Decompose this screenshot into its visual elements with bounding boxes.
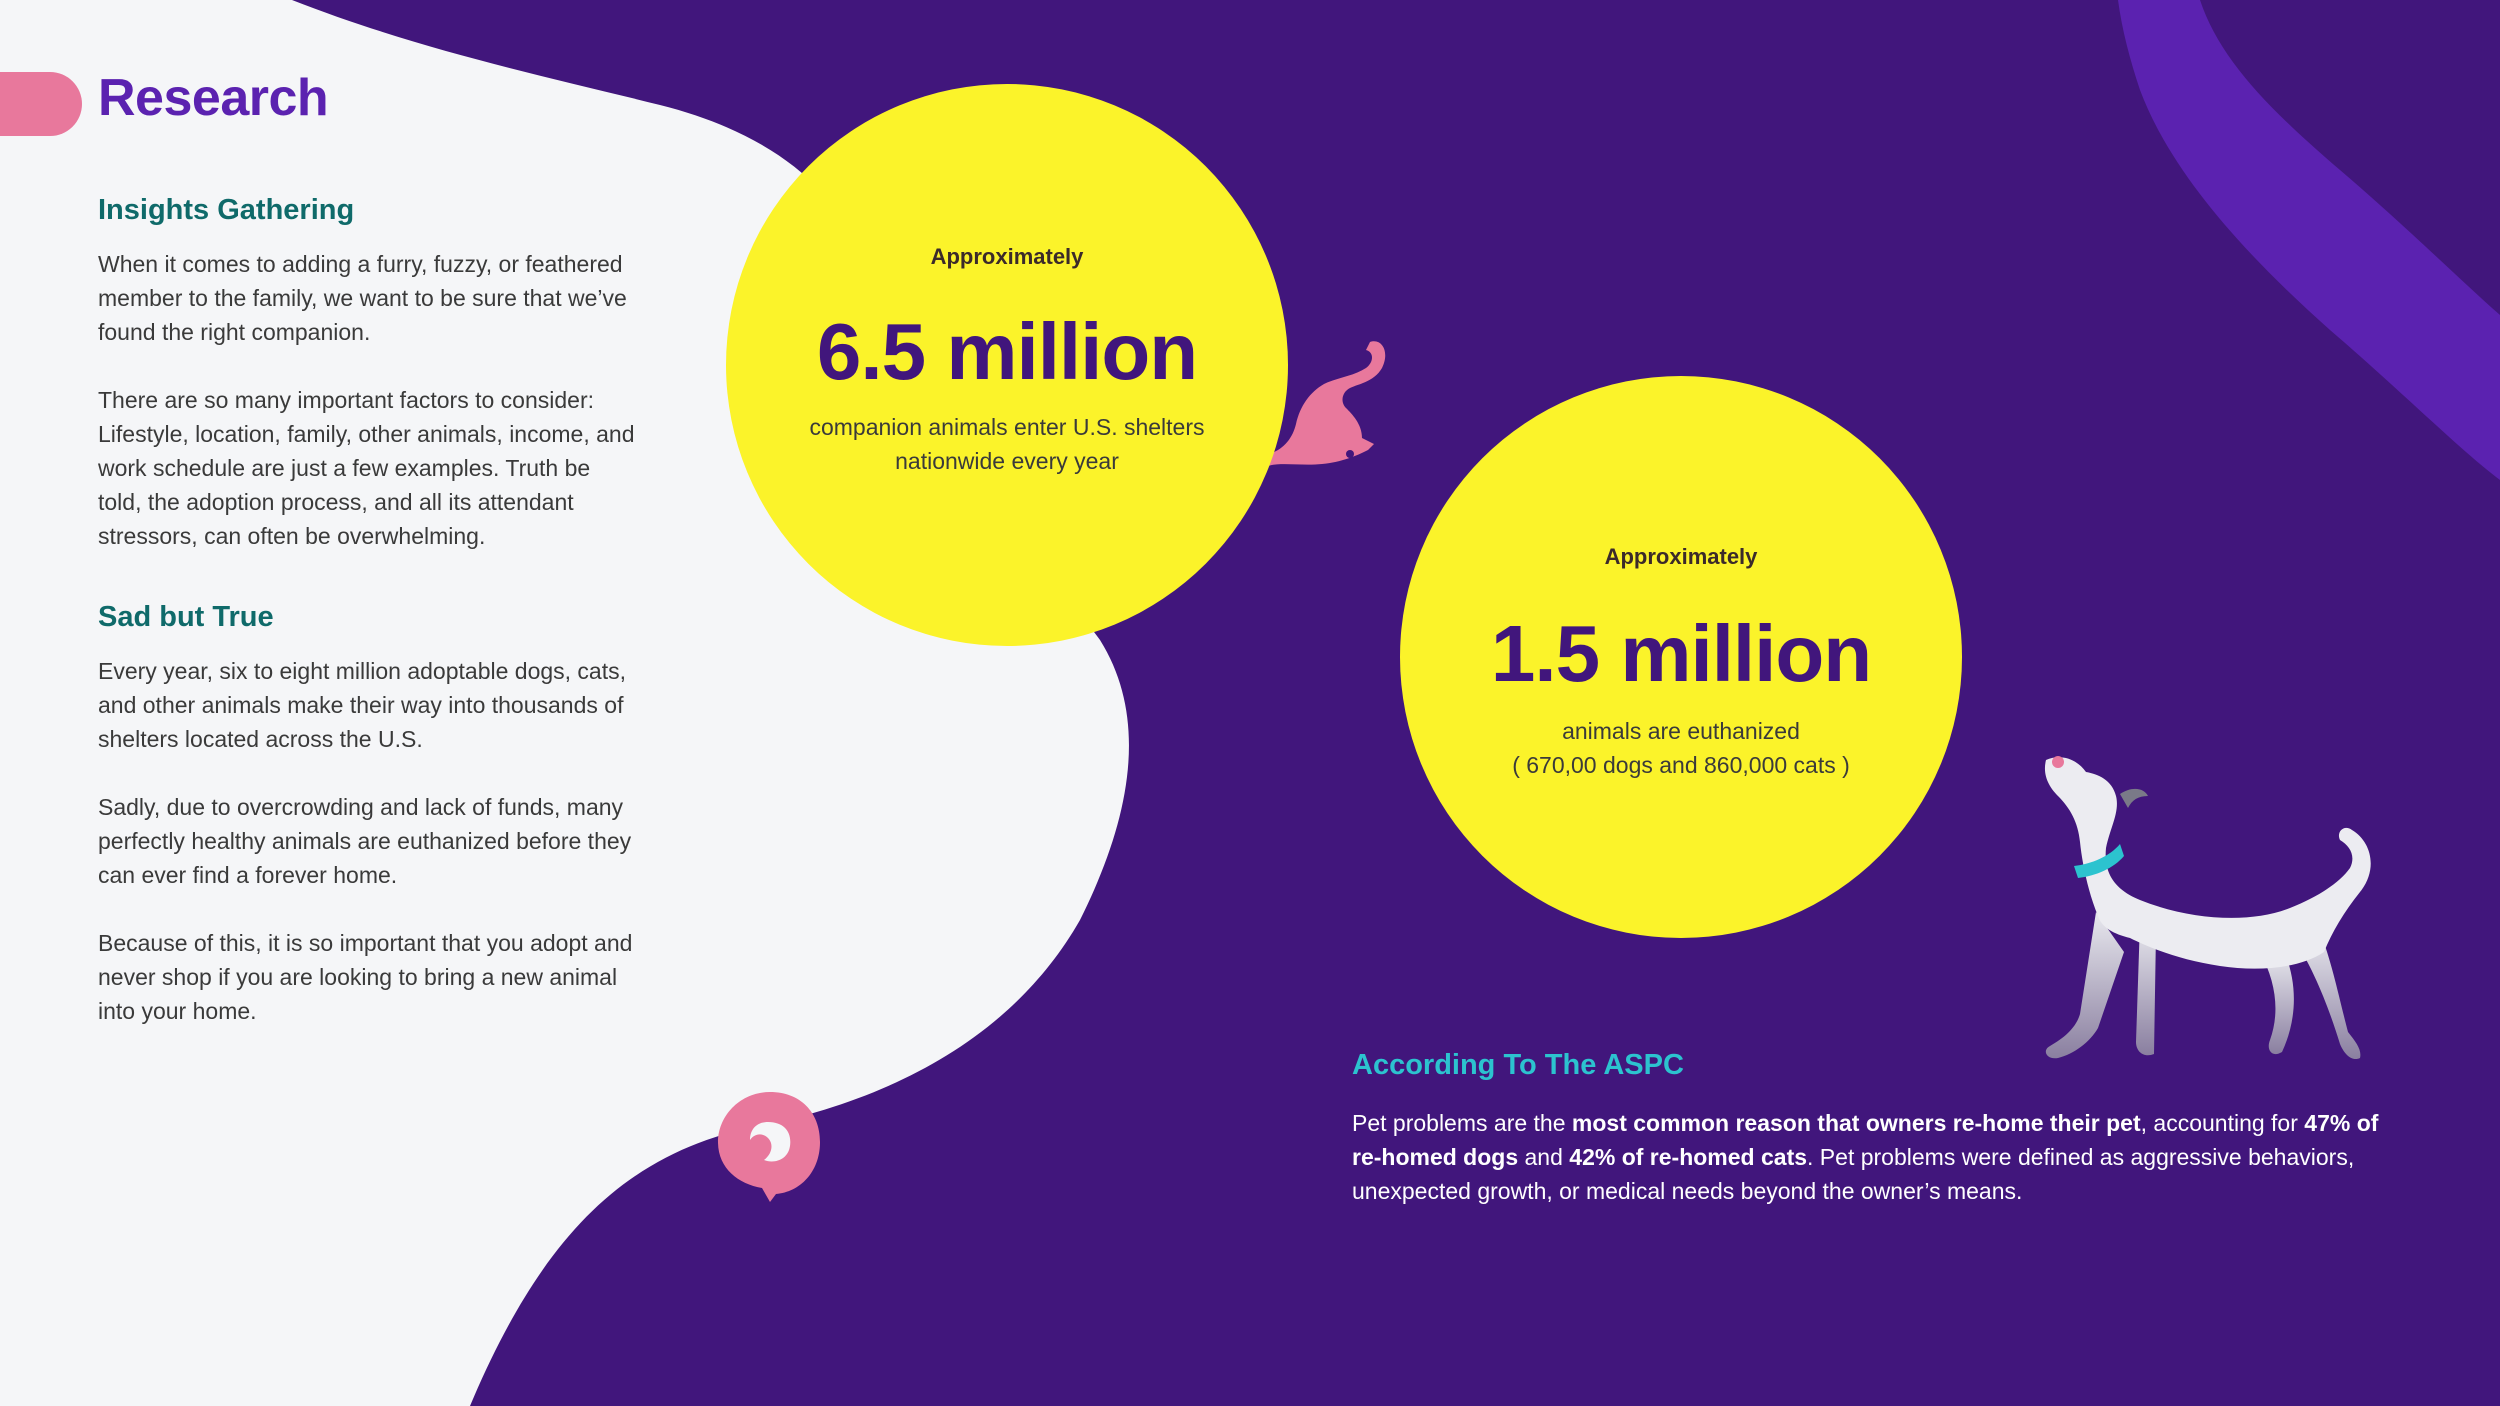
stat-circle xyxy=(726,84,1288,646)
stat-value: 6.5 million xyxy=(816,307,1198,396)
aspc-text: Pet problems are the xyxy=(1352,1110,1572,1136)
aspc-text: . Pet problems were defined as aggressive behaviors, unexpected growth, or medical needs beyond the owner’s means. xyxy=(1352,1144,2355,1204)
aspc-emphasis: 42% of re-homed cats xyxy=(1569,1144,1808,1170)
dog-illustration xyxy=(2040,752,2400,1072)
aspc-text: and xyxy=(1518,1144,1570,1170)
sad-paragraph: Sadly, due to overcrowding and lack of funds, many perfectly healthy animals are euthanized before they can ever find a forever home. xyxy=(98,794,632,888)
purple-stripe-decoration xyxy=(2118,0,2500,480)
insights-heading: Insights Gathering xyxy=(98,194,355,226)
sad-heading: Sad but True xyxy=(98,601,274,633)
aspc-emphasis: most common reason that owners re-home their pet xyxy=(1571,1110,2141,1136)
stat-label: Approximately xyxy=(930,244,1084,269)
stat-description: animals are euthanized xyxy=(1562,718,1800,744)
stat-description: ( 670,00 dogs and 860,000 cats ) xyxy=(1512,752,1850,778)
sad-paragraph: Every year, six to eight million adoptable dogs, cats, and other animals make their way into thousands of shelters located across the U.S. xyxy=(98,658,627,752)
stat-label: Approximately xyxy=(1604,544,1758,569)
insights-paragraph: There are so many important factors to consider: Lifestyle, location, family, other animals, income, and work schedule are just a few examples. Truth be told, the adoption process, and all its attendant stressors, can often be overwhelming. xyxy=(98,387,635,549)
aspc-heading: According To The ASPC xyxy=(1352,1049,1684,1081)
page-title: Research xyxy=(98,69,329,127)
aspc-paragraph xyxy=(1352,1106,2392,1208)
title-tab-pill xyxy=(0,72,82,136)
sad-paragraph: Because of this, it is so important that you adopt and never shop if you are looking to bring a new animal into your home. xyxy=(98,930,633,1024)
pink-swirl-icon xyxy=(712,1088,824,1204)
aspc-emphasis: 47% of re-homed dogs xyxy=(1352,1110,2379,1170)
aspc-text: , accounting for xyxy=(2140,1110,2305,1136)
left-column xyxy=(98,194,638,1062)
stat-circle xyxy=(1400,376,1962,938)
insights-paragraph: When it comes to adding a furry, fuzzy, or feathered member to the family, we want to be sure that we’ve found the right companion. xyxy=(98,251,627,345)
stat-description: companion animals enter U.S. shelters nationwide every year xyxy=(809,414,1205,474)
stat-value: 1.5 million xyxy=(1490,609,1872,698)
